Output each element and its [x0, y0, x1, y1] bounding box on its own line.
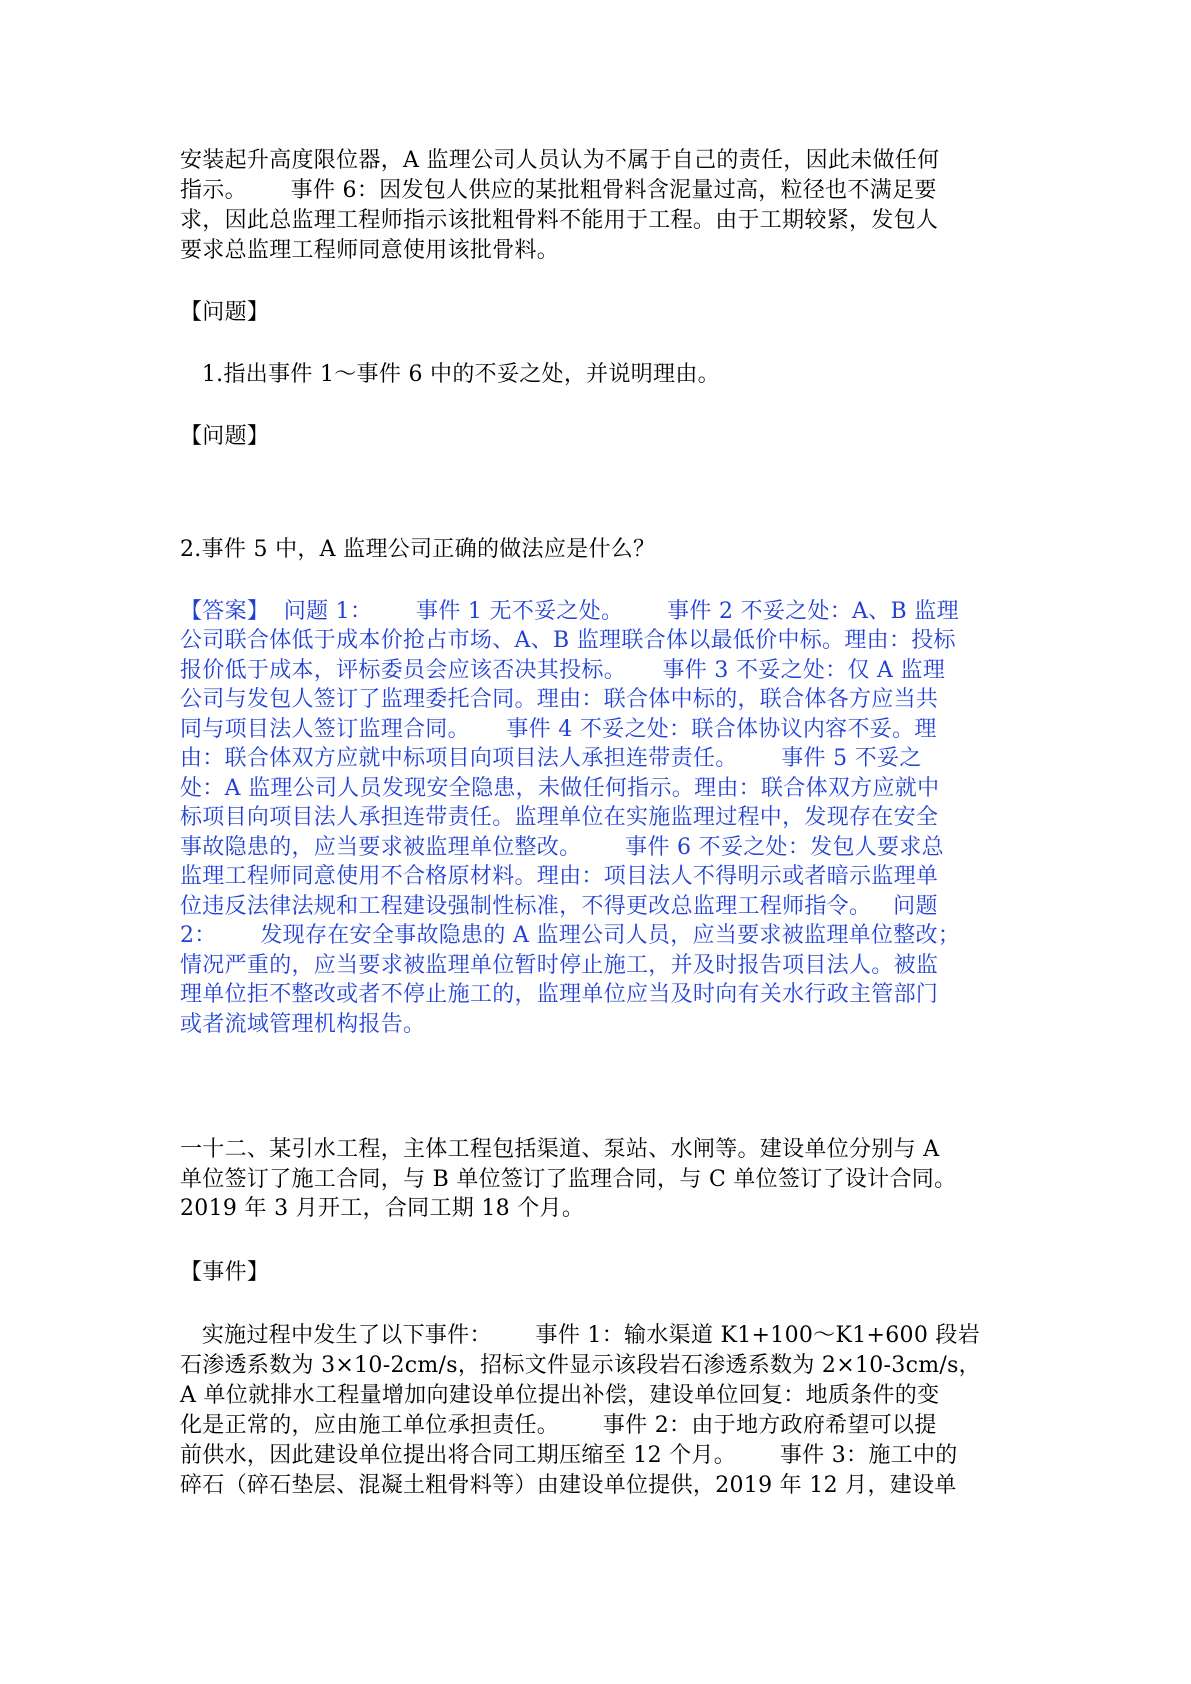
paragraph-line: 2019 年 3 月开工，合同工期 18 个月。 — [180, 1196, 585, 1221]
paragraph-line: 前供水，因此建设单位提出将合同工期压缩至 12 个月。 事件 3：施工中的 — [180, 1443, 958, 1468]
answer-line: 情况严重的，应当要求被监理单位暂时停止施工，并及时报告项目法人。被监 — [180, 953, 939, 978]
paragraph-line: 碎石（碎石垫层、混凝土粗骨料等）由建设单位提供，2019 年 12 月，建设单 — [180, 1473, 957, 1498]
question-text: 1.指出事件 1～事件 6 中的不妥之处，并说明理由。 — [180, 362, 720, 387]
answer-line: 或者流域管理机构报告。 — [180, 1012, 426, 1037]
answer-line: 理单位拒不整改或者不停止施工的，监理单位应当及时向有关水行政主管部门 — [180, 982, 939, 1007]
paragraph-line: 要求总监理工程师同意使用该批骨料。 — [180, 238, 560, 263]
answer-line: 公司与发包人签订了监理委托合同。理由：联合体中标的，联合体各方应当共 — [180, 687, 939, 712]
paragraph-line: 单位签订了施工合同，与 B 单位签订了监理合同，与 C 单位签订了设计合同。 — [180, 1167, 957, 1192]
event-heading: 【事件】 — [180, 1260, 270, 1285]
answer-line: 【答案】 问题 1： 事件 1 无不妥之处。 事件 2 不妥之处：A、B 监理 — [180, 599, 959, 624]
answer-line: 处：A 监理公司人员发现安全隐患，未做任何指示。理由：联合体双方应就中 — [180, 776, 940, 801]
paragraph-line: A 单位就排水工程量增加向建设单位提出补偿，建设单位回复：地质条件的变 — [180, 1383, 940, 1408]
paragraph-line: 指示。 事件 6：因发包人供应的某批粗骨料含泥量过高，粒径也不满足要 — [180, 178, 937, 203]
question-heading: 【问题】 — [180, 424, 270, 449]
paragraph-line: 一十二、某引水工程，主体工程包括渠道、泵站、水闸等。建设单位分别与 A — [180, 1137, 940, 1162]
answer-line: 位违反法律法规和工程建设强制性标准，不得更改总监理工程师指令。 问题 — [180, 894, 938, 919]
paragraph-line: 化是正常的，应由施工单位承担责任。 事件 2：由于地方政府希望可以提 — [180, 1413, 937, 1438]
answer-line: 公司联合体低于成本价抢占市场、A、B 监理联合体以最低价中标。理由：投标 — [180, 628, 956, 653]
paragraph-line: 求，因此总监理工程师指示该批粗骨料不能用于工程。由于工期较紧，发包人 — [180, 208, 939, 233]
answer-line: 同与项目法人签订监理合同。 事件 4 不妥之处：联合体协议内容不妥。理 — [180, 717, 937, 742]
question-heading: 【问题】 — [180, 300, 270, 325]
paragraph-line: 实施过程中发生了以下事件： 事件 1：输水渠道 K1+100～K1+600 段岩 — [180, 1323, 981, 1348]
paragraph-line: 石渗透系数为 3×10-2cm/s，招标文件显示该段岩石渗透系数为 2×10-3cm/s， — [180, 1353, 981, 1378]
question-text: 2.事件 5 中，A 监理公司正确的做法应是什么？ — [180, 537, 656, 562]
answer-line: 标项目向项目法人承担连带责任。监理单位在实施监理过程中，发现存在安全 — [180, 805, 939, 830]
answer-line: 监理工程师同意使用不合格原材料。理由：项目法人不得明示或者暗示监理单 — [180, 864, 939, 889]
answer-line: 2： 发现存在安全事故隐患的 A 监理公司人员，应当要求被监理单位整改； — [180, 923, 961, 948]
paragraph-line: 安装起升高度限位器，A 监理公司人员认为不属于自己的责任，因此未做任何 — [180, 148, 940, 173]
answer-line: 由：联合体双方应就中标项目向项目法人承担连带责任。 事件 5 不妥之 — [180, 746, 922, 771]
answer-line: 报价低于成本，评标委员会应该否决其投标。 事件 3 不妥之处：仅 A 监理 — [180, 658, 946, 683]
answer-line: 事故隐患的，应当要求被监理单位整改。 事件 6 不妥之处：发包人要求总 — [180, 835, 944, 860]
